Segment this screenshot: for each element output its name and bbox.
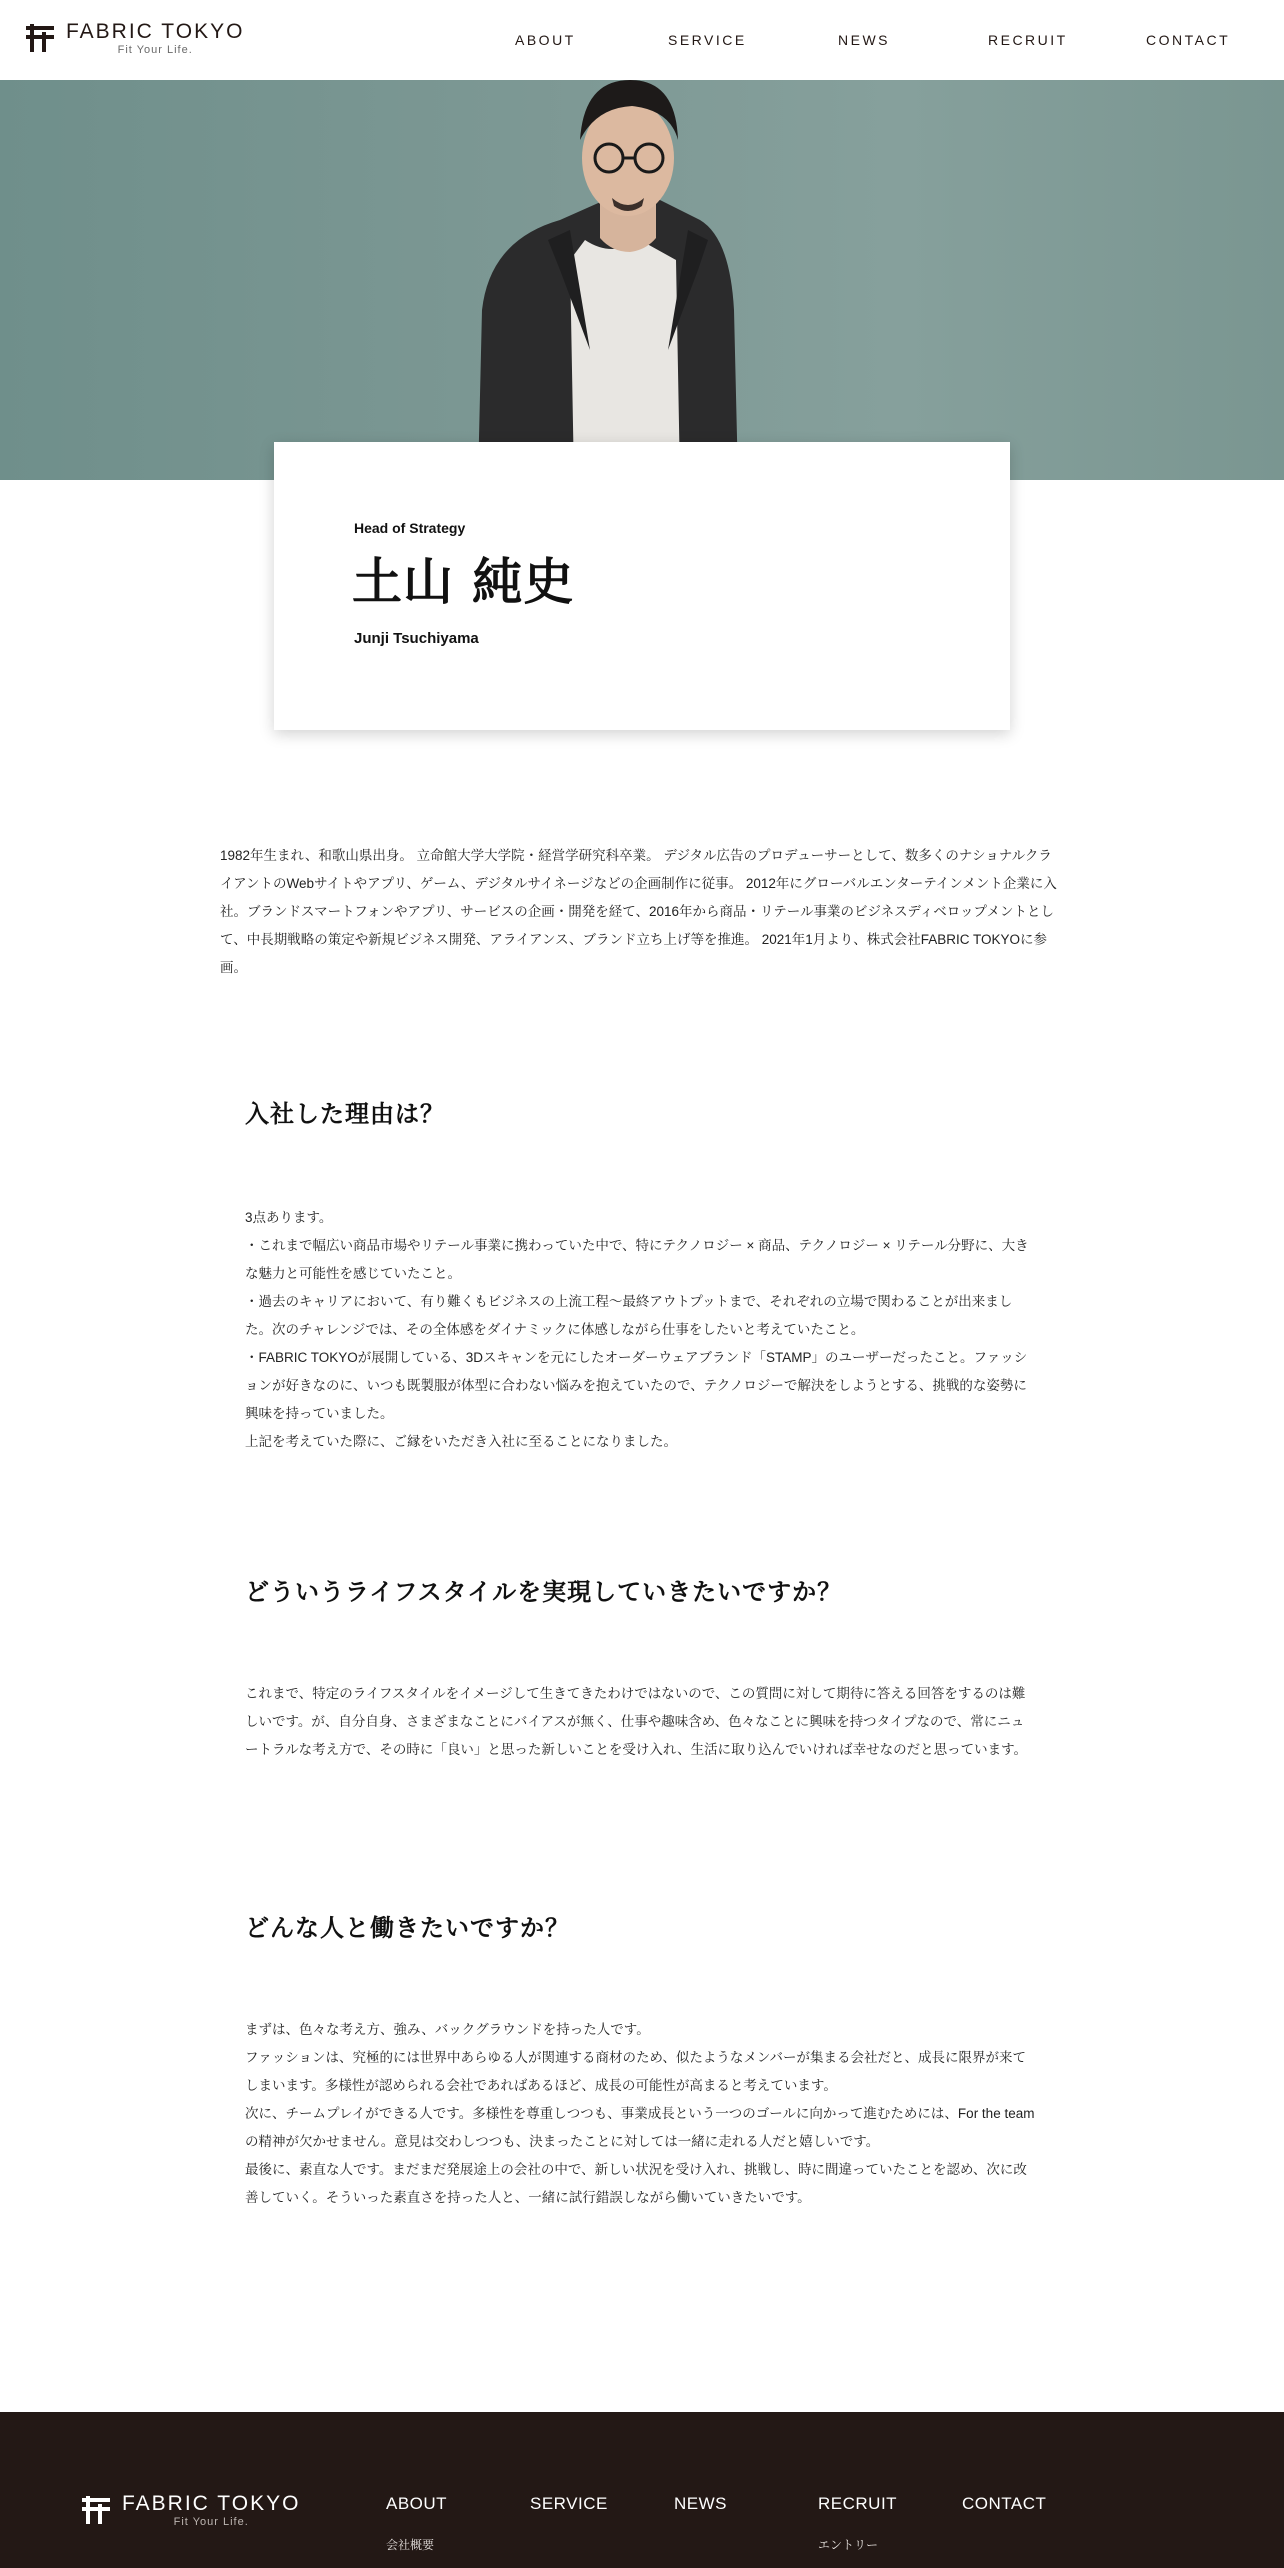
profile-name-en: Junji Tsuchiyama bbox=[354, 630, 479, 647]
nav-about[interactable]: ABOUT bbox=[515, 32, 576, 48]
section-paragraph: ・これまで幅広い商品市場やリテール事業に携わっていた中で、特にテクノロジー × 商品、テクノロジー × リテール分野に、大きな魅力と可能性を感じていたこと。 bbox=[245, 1238, 1029, 1281]
site-header bbox=[0, 0, 1284, 80]
profile-role: Head of Strategy bbox=[354, 520, 466, 536]
nav-recruit[interactable]: RECRUIT bbox=[988, 32, 1068, 48]
footer-nav-about[interactable]: ABOUT bbox=[386, 2494, 448, 2513]
portrait-photo bbox=[0, 80, 1284, 480]
hero-banner bbox=[0, 80, 1284, 480]
section-paragraph: ファッションは、究極的には世界中あらゆる人が関連する商材のため、似たようなメンバーが集まる会社だと、成長に限界が来てしまいます。多様性が認められる会社であればあるほど、成長の可能性が高まると考えています。 bbox=[245, 2050, 1026, 2093]
footer-link-entry[interactable]: エントリー bbox=[818, 2538, 879, 2552]
brand-tagline: Fit Your Life. bbox=[117, 44, 193, 56]
section-body bbox=[245, 1680, 1035, 1764]
profile-bio: 1982年生まれ、和歌山県出身。 立命館大学大学院・経営学研究科卒業。 デジタル広告のプロデューサーとして、数多くのナショナルクライアントのWebサイトやアプリ、ゲーム、デジタルサイネージなどの企画制作に従事。 2012年にグローバルエンターテインメント企業に入社。ブランドスマートフォンやアプリ、サービスの企画・開発を経て、2016年から商品・リテール事業のビジネスディベロップメントとして、中長期戦略の策定や新規ビジネス開発、アライアンス、ブランド立ち上げ等を推進。 2021年1月より、株式会社FABRIC TOKYOに参画。 bbox=[220, 848, 1057, 975]
profile-name-jp: 土山 純史 bbox=[352, 553, 575, 611]
section-paragraph: 3点あります。 bbox=[245, 1210, 333, 1225]
profile-card bbox=[274, 442, 1010, 730]
footer-nav-recruit[interactable]: RECRUIT bbox=[818, 2494, 898, 2513]
section-paragraph: これまで、特定のライフスタイルをイメージして生きてきたわけではないので、この質問に対して期待に答える回答をするのは難しいです。が、自分自身、さまざまなことにバイアスが無く、仕事や趣味含め、色々なことに興味を持つタイプなので、常にニュートラルな考え方で、その時に「良い」と思った新しいことを受け入れ、生活に取り込んでいければ幸せなのだと思っています。 bbox=[245, 1686, 1028, 1757]
nav-news[interactable]: NEWS bbox=[838, 32, 890, 48]
section-title: どんな人と働きたいですか？ bbox=[245, 1914, 570, 1942]
brand-name: FABRIC TOKYO bbox=[66, 20, 245, 43]
section-body bbox=[245, 1204, 1035, 1456]
fabric-tokyo-logo-icon bbox=[80, 2494, 112, 2526]
section-paragraph: 最後に、素直な人です。まだまだ発展途上の会社の中で、新しい状況を受け入れ、挑戦し、時に間違っていたことを認め、次に改善していく。そういった素直さを持った人と、一緒に試行錯誤しながら働いていきたいです。 bbox=[245, 2162, 1027, 2205]
section-paragraph: ・過去のキャリアにおいて、有り難くもビジネスの上流工程〜最終アウトプットまで、それぞれの立場で関わることが出来ました。次のチャレンジでは、その全体感をダイナミックに体感しながら仕事をしたいと考えていたこと。 bbox=[245, 1294, 1013, 1337]
section-title: 入社した理由は？ bbox=[245, 1100, 445, 1128]
nav-contact[interactable]: CONTACT bbox=[1146, 32, 1231, 48]
section-paragraph: 次に、チームプレイができる人です。多様性を尊重しつつも、事業成長という一つのゴールに向かって進むためには、For the teamの精神が欠かせません。意見は交わしつつも、決まったことに対しては一緒に走れる人だと嬉しいです。 bbox=[245, 2106, 1035, 2149]
footer-brand-logo[interactable] bbox=[80, 2492, 300, 2528]
footer-nav-contact[interactable]: CONTACT bbox=[962, 2494, 1047, 2513]
nav-service[interactable]: SERVICE bbox=[668, 32, 747, 48]
footer-nav-news[interactable]: NEWS bbox=[674, 2494, 727, 2513]
section-paragraph: 上記を考えていた際に、ご縁をいただき入社に至ることになりました。 bbox=[245, 1434, 677, 1449]
footer-brand-tagline: Fit Your Life. bbox=[173, 2516, 249, 2528]
footer-brand-name: FABRIC TOKYO bbox=[122, 2492, 301, 2515]
section-body bbox=[245, 2016, 1035, 2212]
section-title: どういうライフスタイルを実現していきたいですか？ bbox=[245, 1578, 843, 1606]
site-footer bbox=[0, 2412, 1284, 2568]
footer-link-company-overview[interactable]: 会社概要 bbox=[386, 2538, 435, 2552]
main-nav bbox=[0, 28, 1284, 52]
section-paragraph: まずは、色々な考え方、強み、バックグラウンドを持った人です。 bbox=[245, 2022, 650, 2037]
section-paragraph: ・FABRIC TOKYOが展開している、3Dスキャンを元にしたオーダーウェアブランド「STAMP」のユーザーだったこと。ファッションが好きなのに、いつも既製服が体型に合わない悩みを抱えていたので、テクノロジーで解決をしようとする、挑戦的な姿勢に興味を持っていました。 bbox=[245, 1350, 1028, 1421]
footer-nav-service[interactable]: SERVICE bbox=[530, 2494, 608, 2513]
